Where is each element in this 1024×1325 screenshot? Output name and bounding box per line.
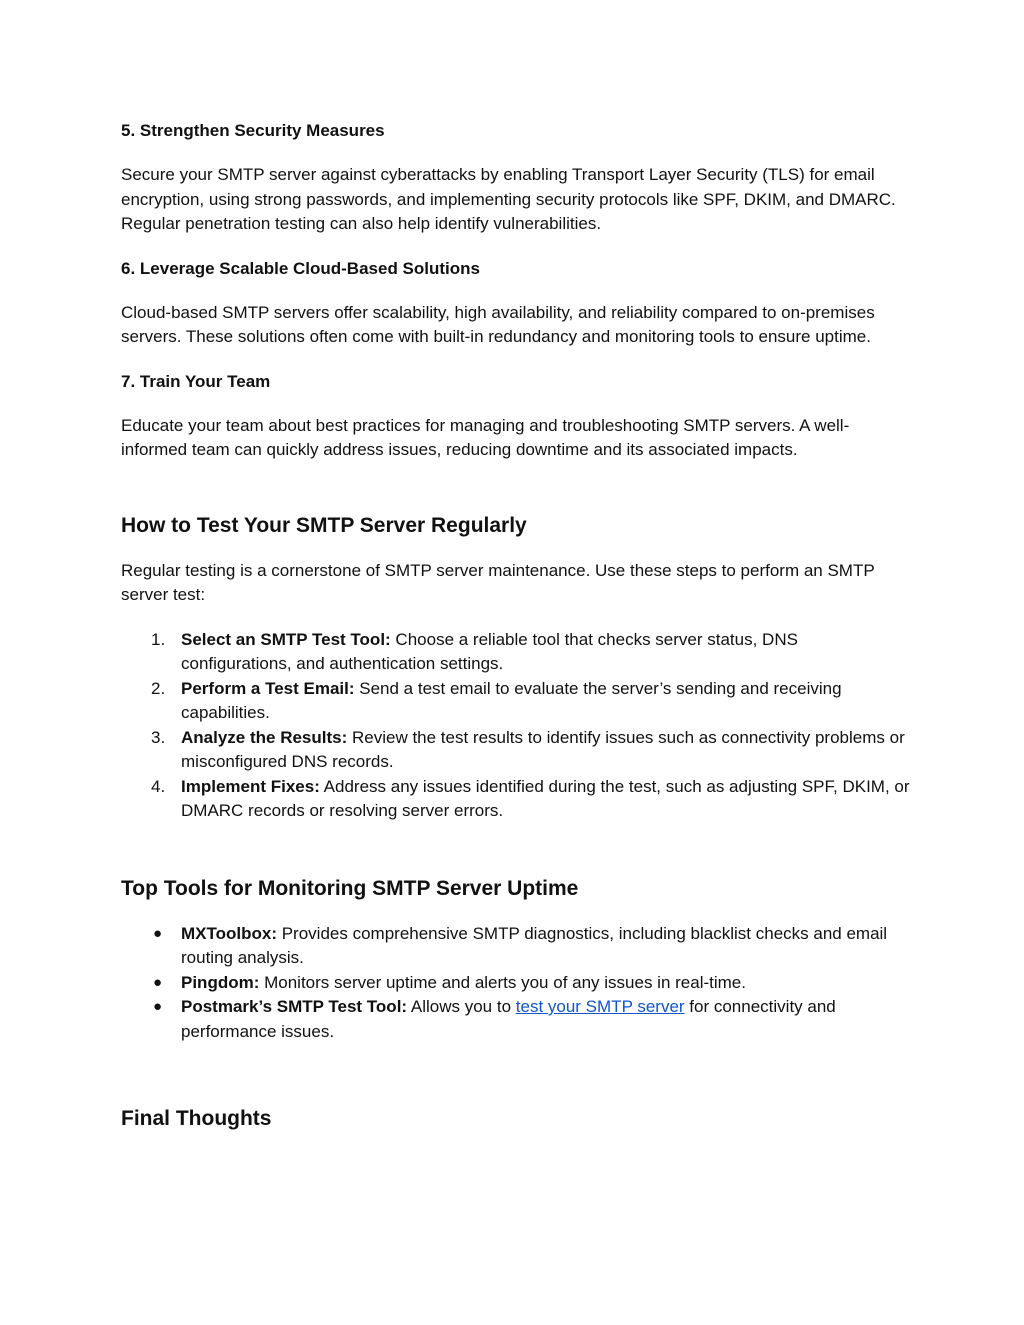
bullet-icon: ● xyxy=(153,924,163,942)
step-text: Review the test results to identify issues such as connectivity problems or misconfigured DNS records. xyxy=(181,727,905,771)
list-number: 4. xyxy=(151,776,166,796)
list-item xyxy=(121,775,911,824)
list-item xyxy=(121,922,911,971)
tool-text: Provides comprehensive SMTP diagnostics, including blacklist checks and email routing analysis. xyxy=(181,923,888,967)
section-body-cloud: Cloud-based SMTP servers offer scalability, high availability, and reliability compared to on-premises servers. These solutions often come with built-in redundancy and monitoring tools to ensure uptime. xyxy=(121,302,875,346)
section-heading-train: 7. Train Your Team xyxy=(121,371,271,391)
heading-final-thoughts: Final Thoughts xyxy=(121,1107,272,1130)
step-text: Address any issues identified during the test, such as adjusting SPF, DKIM, or DMARC records or resolving server errors. xyxy=(181,776,910,820)
tools-list xyxy=(121,922,911,1045)
test-smtp-server-link[interactable]: test your SMTP server xyxy=(515,997,685,1016)
tool-label: Postmark’s SMTP Test Tool: xyxy=(181,997,408,1016)
section-heading-security: 5. Strengthen Security Measures xyxy=(121,121,385,140)
document-page xyxy=(121,119,911,1152)
heading-top-tools: Top Tools for Monitoring SMTP Server Uptime xyxy=(121,876,579,900)
list-number: 2. xyxy=(151,678,166,698)
list-item xyxy=(121,628,911,677)
section-heading-cloud: 6. Leverage Scalable Cloud-Based Solutions xyxy=(121,258,480,278)
test-steps-list xyxy=(121,628,911,824)
list-item xyxy=(121,995,911,1044)
tool-label: MXToolbox: xyxy=(181,923,277,943)
heading-test-server: How to Test Your SMTP Server Regularly xyxy=(121,513,527,537)
step-label: Perform a Test Email: xyxy=(181,678,355,698)
section-body-train: Educate your team about best practices for managing and troubleshooting SMTP servers. A well-informed team can quickly address issues, reducing downtime and its associated impacts. xyxy=(121,415,850,459)
section-body-security: Secure your SMTP server against cyberattacks by enabling Transport Layer Security (TLS) for email encryption, using strong passwords, and implementing security protocols like SPF, DKIM, and DMARC. Regular penetration testing can also help identify vulnerabilities. xyxy=(121,165,896,233)
step-label: Analyze the Results: xyxy=(181,727,348,747)
list-item xyxy=(121,677,911,726)
tool-text: for connectivity and performance issues. xyxy=(181,997,836,1041)
step-text: Send a test email to evaluate the server’s sending and receiving capabilities. xyxy=(181,678,842,722)
step-label: Implement Fixes: xyxy=(181,776,320,796)
tool-label: Pingdom: xyxy=(181,972,260,992)
tool-text: Allows you to xyxy=(407,997,516,1016)
list-number: 1. xyxy=(151,629,166,649)
step-text: Choose a reliable tool that checks server status, DNS configurations, and authentication settings. xyxy=(181,629,798,673)
bullet-icon: ● xyxy=(153,973,163,991)
list-item xyxy=(121,726,911,775)
step-label: Select an SMTP Test Tool: xyxy=(181,629,391,649)
bullet-icon: ● xyxy=(153,998,163,1015)
list-number: 3. xyxy=(151,727,166,747)
spacer xyxy=(121,463,911,513)
tool-text: Monitors server uptime and alerts you of any issues in real-time. xyxy=(259,972,746,992)
list-item xyxy=(121,971,911,996)
spacer xyxy=(121,824,911,876)
test-intro: Regular testing is a cornerstone of SMTP server maintenance. Use these steps to perform an SMTP server test: xyxy=(121,560,875,604)
spacer xyxy=(121,1044,911,1106)
